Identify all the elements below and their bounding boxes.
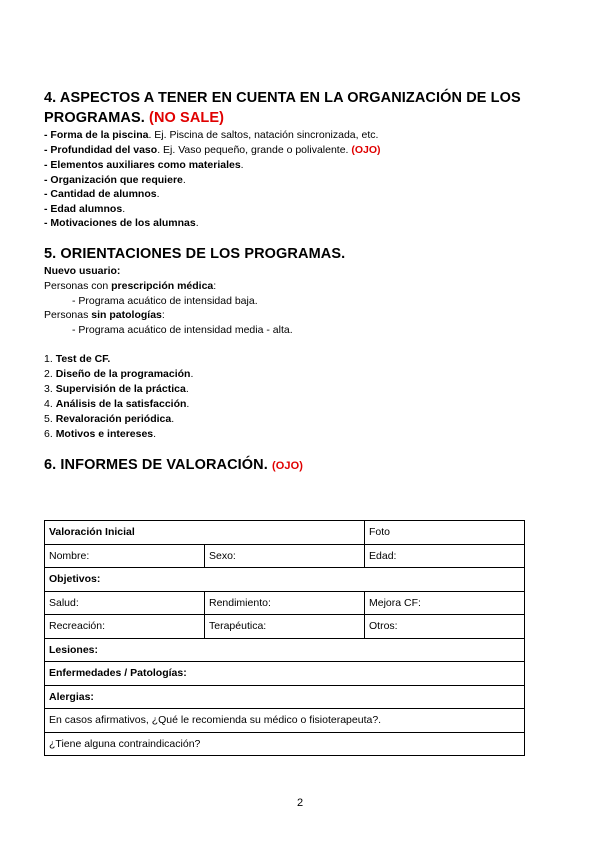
section4-item-text: . <box>240 159 244 171</box>
edad-field: Edad: <box>365 544 525 568</box>
table-row <box>45 709 525 733</box>
section4-no-sale-tag: (NO SALE) <box>149 110 225 126</box>
section4-item-text: . Ej. Piscina de saltos, natación sincronizada, etc. <box>148 129 379 141</box>
step-punct: . <box>171 413 175 425</box>
table-row <box>45 732 525 756</box>
group1-suffix: : <box>213 280 217 292</box>
objetivos-label: Objetivos: <box>49 573 101 586</box>
mejora-cf-field: Mejora CF: <box>365 591 525 615</box>
alergias-cell <box>45 685 525 709</box>
assessment-form-table <box>44 520 525 756</box>
step-number: 3. <box>44 383 56 395</box>
table-row <box>45 521 525 545</box>
section4-item <box>44 143 381 158</box>
step-label: Revaloración periódica <box>55 413 172 425</box>
table-row <box>45 544 525 568</box>
section4-item <box>44 216 199 231</box>
group2-prefix: Personas <box>44 309 92 321</box>
group1-prefix: Personas con <box>44 280 112 292</box>
group2-suffix: : <box>161 309 165 321</box>
section4-item-text: . <box>122 203 126 215</box>
section4-item-bold: - Edad alumnos <box>44 203 123 215</box>
enfermedades-cell <box>45 662 525 686</box>
ojo-tag: (OJO) <box>272 460 304 472</box>
foto-cell: Foto <box>365 521 525 545</box>
section6-title-text: 6. INFORMES DE VALORACIÓN. <box>44 457 268 473</box>
salud-field: Salud: <box>45 591 205 615</box>
step-punct: . <box>186 398 190 410</box>
table-row <box>45 662 525 686</box>
group2-item: - Programa acuático de intensidad media - alta. <box>72 324 293 336</box>
contraindicacion-cell: ¿Tiene alguna contraindicación? <box>45 732 525 756</box>
section4-item-bold: - Forma de la piscina <box>44 129 149 141</box>
enfermedades-label: Enfermedades / Patologías: <box>49 667 187 680</box>
program-step <box>44 412 174 427</box>
program-step <box>44 382 189 397</box>
section4-title-line2 <box>44 110 224 126</box>
lesiones-cell <box>45 638 525 662</box>
step-punct: . <box>153 428 157 440</box>
table-row <box>45 638 525 662</box>
sexo-field: Sexo: <box>205 544 365 568</box>
step-number: 5. <box>44 413 56 425</box>
group1-line <box>44 279 216 294</box>
section4-item-text: . <box>182 174 186 186</box>
step-label: Test de CF. <box>55 353 111 365</box>
rendimiento-field: Rendimiento: <box>205 591 365 615</box>
alergias-label: Alergias: <box>49 690 94 703</box>
section4-item-text: . <box>156 188 160 200</box>
section4-item <box>44 202 125 217</box>
section4-item-bold: - Profundidad del vaso <box>44 144 158 156</box>
section4-item-bold: - Cantidad de alumnos <box>44 188 157 200</box>
table-row <box>45 591 525 615</box>
group2-bold: sin patologías <box>91 309 162 321</box>
section5-title: 5. ORIENTACIONES DE LOS PROGRAMAS. <box>44 246 346 262</box>
section4-item <box>44 173 186 188</box>
group1-item: - Programa acuático de intensidad baja. <box>72 295 258 307</box>
section4-item-bold: - Organización que requiere <box>44 174 183 186</box>
section4-item-text: . <box>195 217 199 229</box>
table-row <box>45 685 525 709</box>
program-step <box>44 367 193 382</box>
step-number: 6. <box>44 428 56 440</box>
section4-item-bold: - Elementos auxiliares como materiales <box>44 159 241 171</box>
section6-title <box>44 457 303 473</box>
step-punct: . <box>190 368 194 380</box>
program-step <box>44 427 156 442</box>
section4-item <box>44 187 160 202</box>
table-row <box>45 615 525 639</box>
section4-item-bold: - Motivaciones de los alumnas <box>44 217 196 229</box>
step-number: 4. <box>44 398 56 410</box>
step-label: Supervisión de la práctica <box>55 383 186 395</box>
valoracion-inicial-label: Valoración Inicial <box>49 526 135 539</box>
group1-bold: prescripción médica <box>111 280 214 292</box>
step-label: Análisis de la satisfacción <box>55 398 187 410</box>
casos-afirmativos-cell: En casos afirmativos, ¿Qué le recomienda su médico o fisioterapeuta?. <box>45 709 525 733</box>
recreacion-field: Recreación: <box>45 615 205 639</box>
program-step <box>44 397 189 412</box>
nombre-field: Nombre: <box>45 544 205 568</box>
section4-title-text: PROGRAMAS. <box>44 110 145 126</box>
section4-item <box>44 128 378 143</box>
step-number: 1. <box>44 353 56 365</box>
otros-field: Otros: <box>365 615 525 639</box>
page-number: 2 <box>296 797 304 809</box>
section4-item <box>44 158 244 173</box>
step-number: 2. <box>44 368 56 380</box>
objetivos-cell <box>45 568 525 592</box>
group2-line <box>44 308 165 323</box>
section5-subtitle <box>44 264 120 279</box>
section4-item-text: . Ej. Vaso pequeño, grande o polivalente. <box>157 144 352 156</box>
section4-title-line1: 4. ASPECTOS A TENER EN CUENTA EN LA ORGANIZACIÓN DE LOS <box>44 90 521 106</box>
valoracion-inicial-cell <box>45 521 365 545</box>
table-row <box>45 568 525 592</box>
ojo-tag: (OJO) <box>351 144 381 156</box>
step-label: Diseño de la programación <box>55 368 191 380</box>
step-punct: . <box>185 383 189 395</box>
terapeutica-field: Terapéutica: <box>205 615 365 639</box>
step-label: Motivos e intereses <box>55 428 154 440</box>
section5-subtitle-text: Nuevo usuario: <box>44 265 121 277</box>
lesiones-label: Lesiones: <box>49 643 99 656</box>
program-step <box>44 352 110 367</box>
